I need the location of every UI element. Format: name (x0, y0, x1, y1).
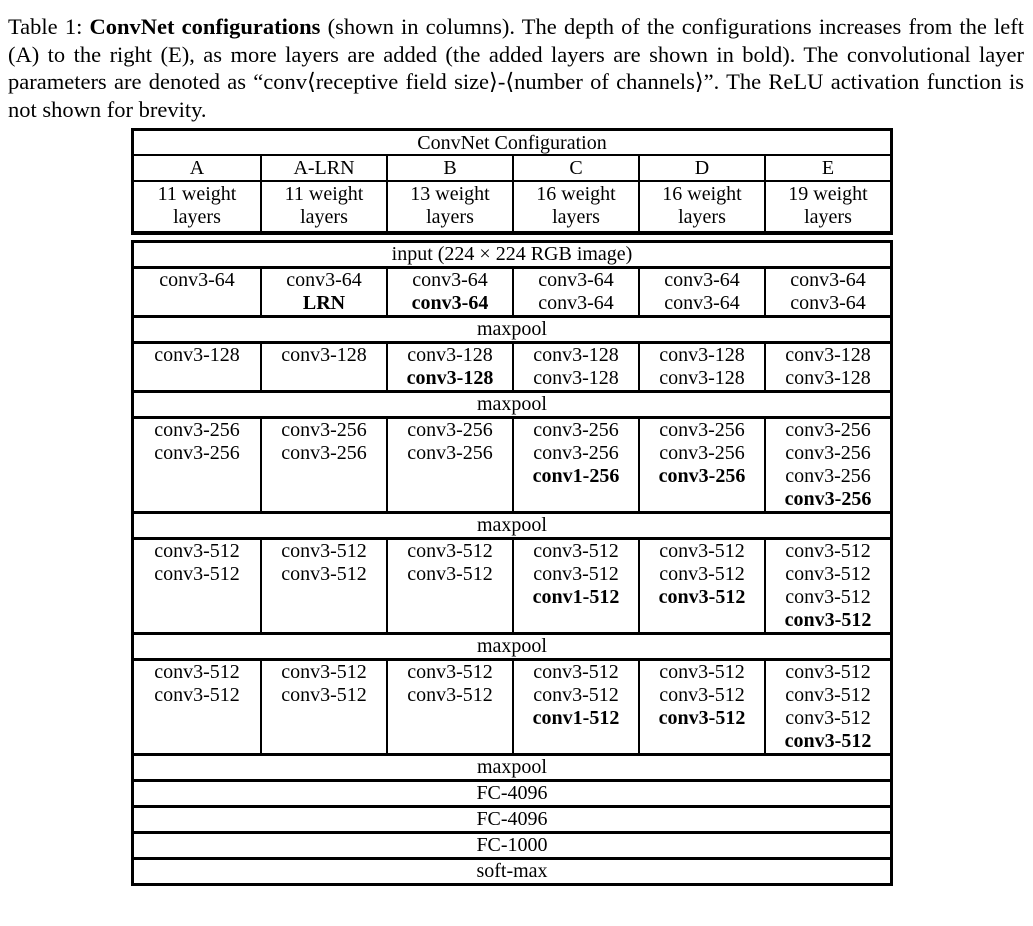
column-names-row (134, 156, 890, 182)
table-caption (8, 13, 1024, 123)
column-header: C (512, 156, 638, 180)
layer-label: conv3-64 (790, 269, 866, 291)
layer-label: conv3-128 (785, 344, 871, 366)
layer-label: conv3-256 (407, 442, 493, 464)
table-cell (512, 344, 638, 390)
layer-label: conv3-512 (407, 563, 493, 585)
layer-label: conv1-512 (532, 586, 620, 608)
table-span-row: maxpool (134, 315, 890, 341)
layer-label: conv3-128 (154, 344, 240, 366)
layer-label: conv3-64 (538, 292, 614, 314)
table-cell (260, 661, 386, 753)
table-block-row (134, 416, 890, 511)
layer-label: conv3-512 (407, 661, 493, 683)
table-block-row (134, 658, 890, 753)
layer-label: conv3-64 (286, 269, 362, 291)
table-cell (764, 540, 890, 632)
layer-label: conv3-512 (281, 563, 367, 585)
layer-label: conv3-512 (407, 684, 493, 706)
table-cell (134, 540, 260, 632)
table-cell (512, 540, 638, 632)
table-cell (764, 344, 890, 390)
table-span-row: maxpool (134, 753, 890, 779)
column-depth-line: 11 weight (284, 183, 364, 205)
layer-label: conv3-512 (533, 563, 619, 585)
table-block-row (134, 537, 890, 632)
layer-label: conv3-512 (281, 684, 367, 706)
column-depth-line: layers (300, 206, 348, 228)
layer-label: conv3-256 (785, 465, 871, 487)
table-span-row: FC-1000 (134, 831, 890, 857)
layer-label: conv3-128 (406, 367, 494, 389)
layer-label: conv3-64 (159, 269, 235, 291)
paper-page (0, 13, 1033, 886)
table-cell (386, 344, 512, 390)
layer-label: conv3-256 (785, 442, 871, 464)
layer-label: conv3-512 (785, 540, 871, 562)
table-span-row: soft-max (134, 857, 890, 883)
layer-label: conv3-128 (533, 367, 619, 389)
table-span-row: maxpool (134, 511, 890, 537)
layer-label: conv3-256 (659, 419, 745, 441)
table-title: ConvNet Configuration (134, 131, 890, 156)
layer-label: conv3-256 (154, 442, 240, 464)
table-span-row: maxpool (134, 632, 890, 658)
layer-label: conv3-512 (659, 540, 745, 562)
table-cell (260, 269, 386, 315)
table-cell (260, 540, 386, 632)
layer-label: conv3-64 (411, 292, 489, 314)
caption-label: Table 1: (8, 14, 83, 39)
layer-label: conv3-256 (281, 442, 367, 464)
layer-label: conv3-128 (659, 367, 745, 389)
column-depth-line: 16 weight (536, 183, 616, 205)
layer-label: conv3-512 (658, 707, 746, 729)
column-header: E (764, 156, 890, 180)
caption-bold-title: ConvNet configurations (89, 14, 321, 39)
layer-label: conv3-512 (533, 540, 619, 562)
layer-label: conv3-128 (533, 344, 619, 366)
layer-label: conv1-256 (532, 465, 620, 487)
column-header: D (638, 156, 764, 180)
layer-label: conv3-512 (154, 540, 240, 562)
layer-label: conv3-512 (784, 609, 872, 631)
table-cell (638, 344, 764, 390)
layer-label: LRN (302, 292, 346, 314)
table-block-row (134, 266, 890, 315)
layer-label: conv3-512 (154, 563, 240, 585)
column-depth-cell (512, 182, 638, 231)
layer-label: conv3-512 (281, 540, 367, 562)
layer-label: conv3-256 (658, 465, 746, 487)
layer-label: conv3-512 (407, 540, 493, 562)
layer-label: conv3-256 (533, 442, 619, 464)
table-cell (386, 269, 512, 315)
configuration-table-body (131, 240, 893, 886)
table-cell (512, 269, 638, 315)
table-cell (134, 661, 260, 753)
column-depth-line: layers (426, 206, 474, 228)
layer-label: conv3-512 (533, 661, 619, 683)
layer-label: conv3-512 (785, 684, 871, 706)
table-cell (764, 661, 890, 753)
column-depth-cell (386, 182, 512, 231)
column-depth-line: layers (804, 206, 852, 228)
layer-label: conv3-64 (412, 269, 488, 291)
layer-label: conv3-512 (785, 563, 871, 585)
layer-label: conv3-64 (790, 292, 866, 314)
table-cell (512, 661, 638, 753)
column-depth-line: 13 weight (410, 183, 490, 205)
layer-label: conv1-512 (532, 707, 620, 729)
table-span-row: FC-4096 (134, 779, 890, 805)
table-cell (134, 269, 260, 315)
table-cell (134, 344, 260, 390)
column-depths-row (134, 182, 890, 231)
column-depth-cell (260, 182, 386, 231)
layer-label: conv3-256 (659, 442, 745, 464)
table-cell (260, 419, 386, 511)
table-cell (764, 269, 890, 315)
table-block-row (134, 341, 890, 390)
table-cell (386, 419, 512, 511)
layer-label: conv3-512 (785, 707, 871, 729)
column-depth-line: 16 weight (662, 183, 742, 205)
layer-label: conv3-512 (785, 586, 871, 608)
table-cell (386, 661, 512, 753)
layer-label: conv3-512 (785, 661, 871, 683)
layer-label: conv3-256 (407, 419, 493, 441)
table-cell (386, 540, 512, 632)
column-header: A-LRN (260, 156, 386, 180)
table-span-row: input (224 × 224 RGB image) (391, 243, 633, 265)
column-depth-line: 19 weight (788, 183, 868, 205)
table-cell (638, 419, 764, 511)
configuration-table-header (131, 128, 893, 235)
layer-label: conv3-128 (281, 344, 367, 366)
column-depth-line: layers (552, 206, 600, 228)
layer-label: conv3-256 (154, 419, 240, 441)
layer-label: conv3-512 (784, 730, 872, 752)
table-span-row: maxpool (134, 390, 890, 416)
table-cell (512, 419, 638, 511)
table-cell (638, 661, 764, 753)
column-depth-line: 11 weight (157, 183, 237, 205)
layer-label: conv3-64 (538, 269, 614, 291)
layer-label: conv3-256 (784, 488, 872, 510)
table-cell (764, 419, 890, 511)
column-depth-cell (764, 182, 890, 231)
layer-label: conv3-128 (785, 367, 871, 389)
caption-body-text: (shown in columns). The depth of the configurations increases from the left (A) to the right (E), as more layers are added (the added layers are shown in bold). The convolutional layer parameters are denoted as “conv⟨receptive field size⟩-⟨number of channels⟩”. The ReLU activation function is not shown for brevity. (8, 14, 1025, 122)
layer-label: conv3-512 (533, 684, 619, 706)
table-cell (638, 269, 764, 315)
layer-label: conv3-512 (658, 586, 746, 608)
layer-label: conv3-256 (533, 419, 619, 441)
table-cell (638, 540, 764, 632)
layer-label: conv3-128 (659, 344, 745, 366)
layer-label: conv3-512 (659, 563, 745, 585)
column-header: B (386, 156, 512, 180)
layer-label: conv3-256 (785, 419, 871, 441)
layer-label: conv3-64 (664, 269, 740, 291)
layer-label: conv3-512 (659, 684, 745, 706)
table-cell (134, 419, 260, 511)
table-span-row: FC-4096 (134, 805, 890, 831)
column-depth-line: layers (173, 206, 221, 228)
column-depth-line: layers (678, 206, 726, 228)
layer-label: conv3-128 (407, 344, 493, 366)
column-header: A (189, 157, 205, 179)
layer-label: conv3-512 (154, 661, 240, 683)
layer-label: conv3-512 (154, 684, 240, 706)
table-cell (260, 344, 386, 390)
layer-label: conv3-512 (659, 661, 745, 683)
layer-label: conv3-256 (281, 419, 367, 441)
column-depth-cell (134, 182, 260, 231)
layer-label: conv3-512 (281, 661, 367, 683)
layer-label: conv3-64 (664, 292, 740, 314)
column-depth-cell (638, 182, 764, 231)
